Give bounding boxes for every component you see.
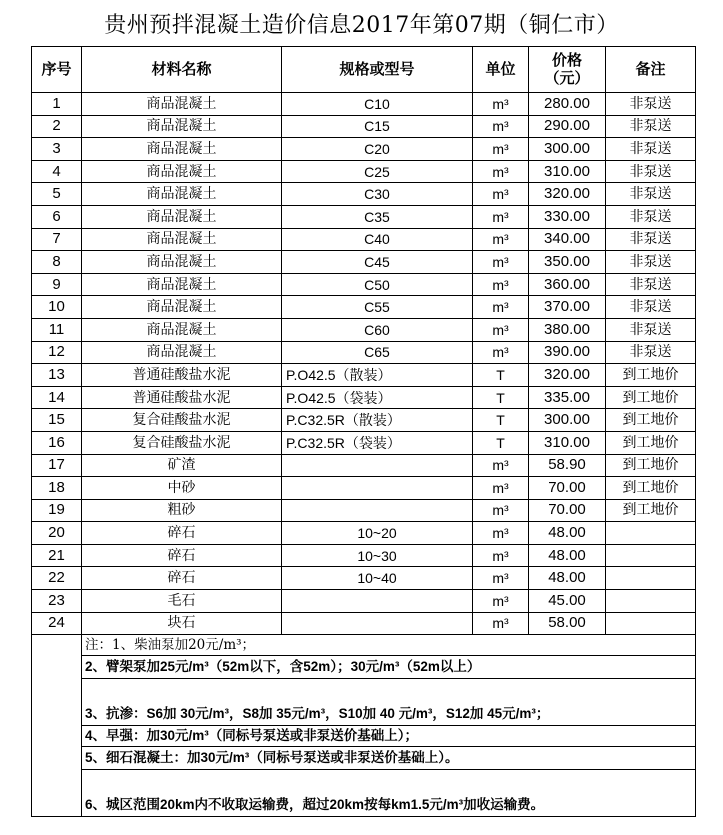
cell-unit: m³ [473, 522, 529, 545]
header-remark: 备注 [606, 47, 696, 93]
cell-unit: m³ [473, 138, 529, 161]
cell-unit: m³ [473, 296, 529, 319]
cell-spec: C10 [282, 93, 473, 116]
table-row [32, 612, 696, 635]
cell-no: 18 [32, 477, 82, 500]
table-row [32, 409, 696, 432]
cell-no: 22 [32, 567, 82, 590]
header-unit: 单位 [473, 47, 529, 93]
table-row [32, 273, 696, 296]
cell-price: 370.00 [529, 296, 606, 319]
cell-name: 商品混凝土 [82, 205, 282, 228]
table-row [32, 477, 696, 500]
cell-price: 335.00 [529, 386, 606, 409]
cell-name: 商品混凝土 [82, 115, 282, 138]
cell-remark: 到工地价 [606, 477, 696, 500]
cell-name: 商品混凝土 [82, 251, 282, 274]
note-item: 2、臂架泵加25元/m³（52m以下，含52m）；30元/m³（52m以上） [82, 656, 696, 679]
cell-spec: C35 [282, 205, 473, 228]
table-row [32, 364, 696, 387]
cell-spec: 10~30 [282, 544, 473, 567]
cell-name: 复合硅酸盐水泥 [82, 409, 282, 432]
cell-spec: C65 [282, 341, 473, 364]
cell-remark: 非泵送 [606, 138, 696, 161]
table-row [32, 93, 696, 116]
cell-price: 350.00 [529, 251, 606, 274]
cell-no: 6 [32, 205, 82, 228]
cell-name: 商品混凝土 [82, 160, 282, 183]
cell-remark: 到工地价 [606, 364, 696, 387]
cell-remark: 非泵送 [606, 205, 696, 228]
cell-spec: P.C32.5R（袋装） [282, 431, 473, 454]
cell-name: 普通硅酸盐水泥 [82, 364, 282, 387]
table-row [32, 522, 696, 545]
cell-name: 碎石 [82, 567, 282, 590]
cell-spec: C55 [282, 296, 473, 319]
note-item: 注：1、柴油泵加20元/m³； [82, 635, 696, 656]
cell-remark: 非泵送 [606, 183, 696, 206]
cell-spec: 10~20 [282, 522, 473, 545]
cell-price: 310.00 [529, 431, 606, 454]
table-row [32, 341, 696, 364]
cell-unit: m³ [473, 499, 529, 522]
cell-price: 300.00 [529, 409, 606, 432]
cell-remark: 非泵送 [606, 160, 696, 183]
cell-unit: m³ [473, 251, 529, 274]
cell-unit: T [473, 364, 529, 387]
cell-spec [282, 590, 473, 613]
cell-unit: m³ [473, 228, 529, 251]
cell-name: 商品混凝土 [82, 341, 282, 364]
cell-price: 70.00 [529, 477, 606, 500]
notes-section [32, 635, 696, 817]
cell-unit: m³ [473, 273, 529, 296]
cell-remark: 非泵送 [606, 251, 696, 274]
cell-no: 15 [32, 409, 82, 432]
cell-name: 商品混凝土 [82, 228, 282, 251]
cell-unit: m³ [473, 318, 529, 341]
table-row [32, 454, 696, 477]
cell-name: 普通硅酸盐水泥 [82, 386, 282, 409]
note-item: 6、城区范围20km内不收取运输费，超过20km按每km1.5元/m³加收运输费。 [82, 770, 696, 817]
cell-no: 17 [32, 454, 82, 477]
cell-unit: m³ [473, 612, 529, 635]
cell-spec [282, 499, 473, 522]
table-body [32, 93, 696, 635]
cell-remark: 非泵送 [606, 228, 696, 251]
cell-no: 12 [32, 341, 82, 364]
cell-spec: C15 [282, 115, 473, 138]
note-row [32, 770, 696, 817]
cell-no: 2 [32, 115, 82, 138]
cell-unit: m³ [473, 567, 529, 590]
header-price: 价格（元） [529, 47, 606, 93]
cell-unit: m³ [473, 160, 529, 183]
cell-unit: m³ [473, 93, 529, 116]
cell-remark [606, 590, 696, 613]
cell-no: 1 [32, 93, 82, 116]
cell-name: 商品混凝土 [82, 183, 282, 206]
cell-remark: 非泵送 [606, 318, 696, 341]
table-row [32, 544, 696, 567]
cell-remark [606, 544, 696, 567]
table-row [32, 296, 696, 319]
cell-name: 碎石 [82, 544, 282, 567]
cell-no: 19 [32, 499, 82, 522]
header-name: 材料名称 [82, 47, 282, 93]
cell-remark: 非泵送 [606, 93, 696, 116]
cell-unit: m³ [473, 544, 529, 567]
cell-unit: m³ [473, 205, 529, 228]
cell-spec: C20 [282, 138, 473, 161]
cell-name: 块石 [82, 612, 282, 635]
cell-unit: m³ [473, 115, 529, 138]
cell-spec: 10~40 [282, 567, 473, 590]
cell-no: 14 [32, 386, 82, 409]
note-row [32, 679, 696, 726]
cell-remark: 非泵送 [606, 341, 696, 364]
price-table [31, 46, 696, 817]
table-row [32, 567, 696, 590]
cell-no: 20 [32, 522, 82, 545]
note-item: 5、细石混凝土：加30元/m³（同标号泵送或非泵送价基础上）。 [82, 747, 696, 770]
cell-no: 23 [32, 590, 82, 613]
cell-remark: 到工地价 [606, 454, 696, 477]
notes-gutter [32, 635, 82, 817]
note-row [32, 635, 696, 656]
cell-spec: P.O42.5（散装） [282, 364, 473, 387]
table-row [32, 431, 696, 454]
cell-spec: C30 [282, 183, 473, 206]
cell-remark: 到工地价 [606, 409, 696, 432]
cell-spec [282, 454, 473, 477]
cell-remark: 到工地价 [606, 499, 696, 522]
cell-price: 320.00 [529, 364, 606, 387]
cell-no: 11 [32, 318, 82, 341]
table-row [32, 251, 696, 274]
cell-remark: 非泵送 [606, 273, 696, 296]
table-row [32, 590, 696, 613]
cell-no: 13 [32, 364, 82, 387]
cell-spec: C45 [282, 251, 473, 274]
cell-name: 中砂 [82, 477, 282, 500]
cell-unit: T [473, 431, 529, 454]
note-item: 4、早强：加30元/m³（同标号泵送或非泵送价基础上）； [82, 726, 696, 747]
table-row [32, 183, 696, 206]
cell-unit: T [473, 386, 529, 409]
cell-price: 320.00 [529, 183, 606, 206]
cell-name: 复合硅酸盐水泥 [82, 431, 282, 454]
cell-name: 粗砂 [82, 499, 282, 522]
cell-spec: C40 [282, 228, 473, 251]
cell-price: 48.00 [529, 544, 606, 567]
table-row [32, 386, 696, 409]
cell-no: 7 [32, 228, 82, 251]
header-no: 序号 [32, 47, 82, 93]
cell-remark: 到工地价 [606, 431, 696, 454]
cell-remark [606, 567, 696, 590]
cell-price: 380.00 [529, 318, 606, 341]
cell-remark: 非泵送 [606, 115, 696, 138]
cell-name: 碎石 [82, 522, 282, 545]
cell-no: 4 [32, 160, 82, 183]
header-spec: 规格或型号 [282, 47, 473, 93]
cell-name: 商品混凝土 [82, 273, 282, 296]
note-row [32, 726, 696, 747]
cell-price: 58.90 [529, 454, 606, 477]
cell-name: 商品混凝土 [82, 138, 282, 161]
cell-name: 商品混凝土 [82, 93, 282, 116]
cell-price: 70.00 [529, 499, 606, 522]
cell-spec: P.C32.5R（散装） [282, 409, 473, 432]
cell-unit: m³ [473, 183, 529, 206]
cell-unit: m³ [473, 454, 529, 477]
cell-price: 280.00 [529, 93, 606, 116]
cell-name: 矿渣 [82, 454, 282, 477]
table-row [32, 205, 696, 228]
cell-remark: 到工地价 [606, 386, 696, 409]
cell-price: 48.00 [529, 567, 606, 590]
cell-price: 45.00 [529, 590, 606, 613]
table-row [32, 138, 696, 161]
cell-spec: C60 [282, 318, 473, 341]
cell-unit: m³ [473, 477, 529, 500]
table-row [32, 228, 696, 251]
page-title: 贵州预拌混凝土造价信息2017年第07期（铜仁市） [104, 13, 619, 38]
note-row [32, 747, 696, 770]
cell-no: 5 [32, 183, 82, 206]
cell-price: 330.00 [529, 205, 606, 228]
note-row [32, 656, 696, 679]
cell-price: 390.00 [529, 341, 606, 364]
cell-name: 毛石 [82, 590, 282, 613]
cell-unit: m³ [473, 341, 529, 364]
table-row [32, 499, 696, 522]
cell-price: 300.00 [529, 138, 606, 161]
table-row [32, 318, 696, 341]
cell-price: 340.00 [529, 228, 606, 251]
cell-no: 16 [32, 431, 82, 454]
table-row [32, 160, 696, 183]
header-row [32, 47, 696, 93]
cell-price: 360.00 [529, 273, 606, 296]
cell-unit: m³ [473, 590, 529, 613]
cell-spec: C25 [282, 160, 473, 183]
cell-remark: 非泵送 [606, 296, 696, 319]
cell-spec: C50 [282, 273, 473, 296]
cell-price: 48.00 [529, 522, 606, 545]
cell-no: 21 [32, 544, 82, 567]
cell-spec [282, 477, 473, 500]
cell-price: 290.00 [529, 115, 606, 138]
cell-no: 24 [32, 612, 82, 635]
cell-price: 310.00 [529, 160, 606, 183]
cell-name: 商品混凝土 [82, 318, 282, 341]
cell-no: 10 [32, 296, 82, 319]
cell-price: 58.00 [529, 612, 606, 635]
cell-unit: T [473, 409, 529, 432]
cell-no: 9 [32, 273, 82, 296]
cell-spec: P.O42.5（袋装） [282, 386, 473, 409]
cell-no: 3 [32, 138, 82, 161]
cell-no: 8 [32, 251, 82, 274]
cell-remark [606, 522, 696, 545]
cell-remark [606, 612, 696, 635]
cell-name: 商品混凝土 [82, 296, 282, 319]
cell-spec [282, 612, 473, 635]
table-row [32, 115, 696, 138]
note-item: 3、抗渗：S6加 30元/m³，S8加 35元/m³，S10加 40 元/m³，S12加 45元/m³； [82, 679, 696, 726]
